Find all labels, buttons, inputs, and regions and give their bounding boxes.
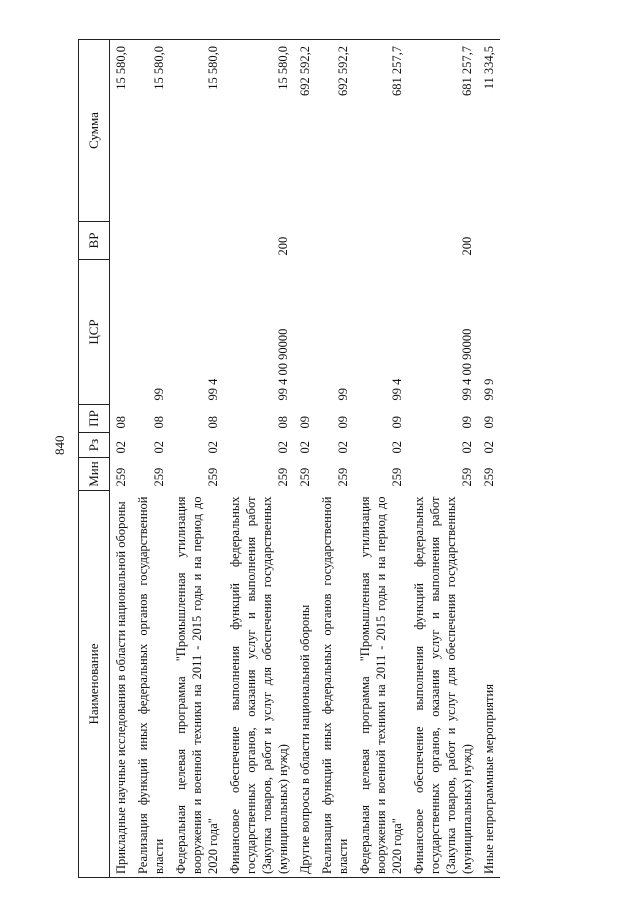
row-rz: 02 [276, 441, 290, 454]
header-pr: ПР [79, 405, 110, 433]
rotated-page-content [78, 40, 618, 878]
row-sum: 15 580,0 [132, 40, 170, 222]
row-name: Иные непрограммные мероприятия [478, 491, 500, 878]
table-row [354, 40, 408, 878]
row-pr: 09 [298, 416, 312, 429]
row-min: 259 [460, 467, 474, 487]
row-pr: 08 [206, 416, 220, 429]
row-pr: 08 [114, 416, 128, 429]
row-name: Прикладные научные исследования в области национальной обороны [110, 491, 133, 878]
header-csr: ЦСР [79, 260, 110, 405]
row-vr [170, 222, 224, 260]
row-rz: 02 [206, 441, 220, 454]
row-vr: 200 [460, 236, 474, 256]
table-row [478, 40, 500, 878]
row-min: 259 [336, 467, 350, 487]
row-pr: 09 [460, 416, 474, 429]
row-sum: 15 580,0 [224, 40, 294, 222]
table-body [110, 40, 501, 878]
row-name: Финансовое обеспечение выполнения функций федеральных государственных органов, оказания услуг и выполнения работ (Закупка товаров, работ и услуг для обеспечения государственных (муниципальных) нужд) [408, 491, 478, 878]
table-row [170, 40, 224, 878]
row-pr: 08 [152, 416, 166, 429]
row-csr: 99 4 [390, 378, 404, 401]
row-name: Реализация функций иных федеральных органов государственной власти [316, 491, 354, 878]
row-vr [478, 222, 500, 260]
row-csr: 99 [152, 388, 166, 401]
header-rz: Рз [79, 433, 110, 458]
row-min: 259 [390, 467, 404, 487]
row-min: 259 [298, 467, 312, 487]
row-vr [354, 222, 408, 260]
row-csr [110, 260, 133, 405]
row-rz: 02 [336, 441, 350, 454]
row-name: Федеральная целевая программа "Промышленная утилизация вооружения и военной техники на 2011 - 2015 годы и на период до 2020 года" [354, 491, 408, 878]
row-min: 259 [152, 467, 166, 487]
budget-table [78, 39, 500, 878]
table-row [224, 40, 294, 878]
table-row [408, 40, 478, 878]
row-pr: 08 [276, 416, 290, 429]
row-rz: 02 [298, 441, 312, 454]
row-rz: 02 [482, 441, 496, 454]
row-sum: 681 257,7 [354, 40, 408, 222]
row-pr: 09 [482, 416, 496, 429]
table-row [110, 40, 133, 878]
row-sum: 11 334,5 [478, 40, 500, 222]
row-sum: 15 580,0 [170, 40, 224, 222]
row-pr: 09 [336, 416, 350, 429]
row-vr [110, 222, 133, 260]
row-pr: 09 [390, 416, 404, 429]
row-rz: 02 [152, 441, 166, 454]
row-rz: 02 [390, 441, 404, 454]
page-number: 840 [52, 435, 67, 455]
row-vr [132, 222, 170, 260]
row-min: 259 [206, 467, 220, 487]
table-header [79, 40, 110, 878]
row-min: 259 [482, 467, 496, 487]
row-name: Федеральная целевая программа "Промышленная утилизация вооружения и военной техники на 2011 - 2015 годы и на период до 2020 года" [170, 491, 224, 878]
row-name: Другие вопросы в области национальной обороны [294, 491, 316, 878]
row-name: Финансовое обеспечение выполнения функций федеральных государственных органов, оказания услуг и выполнения работ (Закупка товаров, работ и услуг для обеспечения государственных (муниципальных) нужд) [224, 491, 294, 878]
row-csr: 99 [336, 388, 350, 401]
table-row [316, 40, 354, 878]
row-csr: 99 4 00 90000 [460, 328, 474, 401]
row-vr [316, 222, 354, 260]
table-row [294, 40, 316, 878]
header-name: Наименование [79, 491, 110, 878]
row-csr [294, 260, 316, 405]
row-min: 259 [114, 467, 128, 487]
row-csr: 99 4 [206, 378, 220, 401]
row-vr: 200 [276, 236, 290, 256]
row-rz: 02 [460, 441, 474, 454]
header-sum: Сумма [79, 40, 110, 222]
row-sum: 681 257,7 [408, 40, 478, 222]
header-min: Мин [79, 458, 110, 491]
row-sum: 692 592,2 [316, 40, 354, 222]
row-rz: 02 [114, 441, 128, 454]
row-sum: 692 592,2 [294, 40, 316, 222]
table-row [132, 40, 170, 878]
header-vr: ВР [79, 222, 110, 260]
row-csr: 99 9 [482, 378, 496, 401]
row-vr [294, 222, 316, 260]
row-min: 259 [276, 467, 290, 487]
row-sum: 15 580,0 [110, 40, 133, 222]
row-csr: 99 4 00 90000 [276, 328, 290, 401]
row-name: Реализация функций иных федеральных органов государственной власти [132, 491, 170, 878]
